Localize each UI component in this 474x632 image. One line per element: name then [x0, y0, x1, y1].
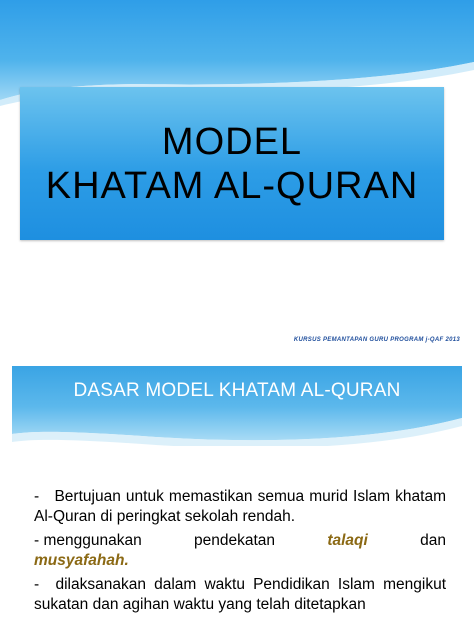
- slide-title-line-1: MODEL: [161, 120, 303, 163]
- bullet-2-continued: [34, 551, 446, 571]
- bullet-3-text: dilaksanakan dalam waktu Pendidikan Islam mengikut sukatan dan agihan waktu yang telah ditetapkan: [34, 576, 446, 613]
- bullet-2-word-1: menggunakan: [43, 532, 142, 549]
- bullet-1-text: Bertujuan untuk memastikan semua murid Islam khatam Al-Quran di peringkat sekolah rendah.: [34, 488, 447, 525]
- bullet-2-word-2: pendekatan: [194, 532, 276, 549]
- bullet-2: [34, 531, 446, 551]
- bullet-2-dash: -: [34, 532, 40, 549]
- slide-title-line-2: KHATAM AL-QURAN: [45, 164, 419, 207]
- bullet-2-word-3: dan: [420, 532, 446, 549]
- bullet-1-dash: -: [34, 488, 40, 505]
- bullet-1: [34, 487, 446, 527]
- body-content: [34, 487, 446, 619]
- title-box: [20, 87, 444, 240]
- course-footer-note: KURSUS PEMANTAPAN GURU PROGRAM j-QAF 2013: [293, 337, 460, 343]
- header-band: [12, 366, 462, 446]
- bullet-3-dash: -: [34, 576, 40, 593]
- bullet-3: [34, 575, 446, 615]
- bullet-2-term-musyafahah: musyafahah.: [34, 552, 129, 569]
- slide-2: [0, 356, 474, 632]
- bullet-2-term-talaqi: talaqi: [327, 532, 368, 549]
- section-heading: DASAR MODEL KHATAM AL-QURAN: [73, 380, 401, 401]
